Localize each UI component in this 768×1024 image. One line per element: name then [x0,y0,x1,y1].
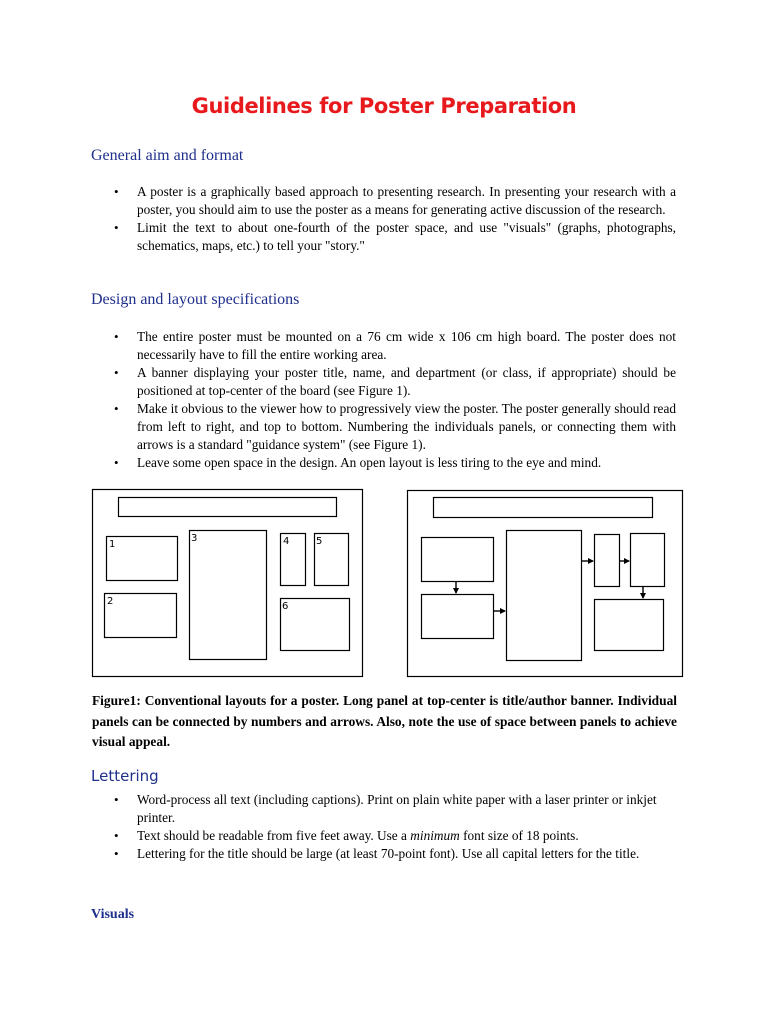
emphasis-text: minimum [410,828,460,843]
panel [631,534,665,587]
panel [595,600,664,651]
panel-number-4: 4 [283,536,290,547]
list-item: • A poster is a graphically based approach to presenting research. In presenting your research with a poster, you should aim to use the poster as a means for generating active discussion of the research. [109,183,676,219]
title-banner [434,498,653,518]
panel-2 [105,594,177,638]
panel [422,538,494,582]
panel [422,595,494,639]
figure-caption: Figure1: Conventional layouts for a poster. Long panel at top-center is title/author banner. Individual panels can be connected by numbers and arrows. Also, note the use of space between panels to achieve visual appeal. [92,693,677,749]
list-item: • Leave some open space in the design. An open layout is less tiring to the eye and mind. [109,454,676,472]
lettering-list [109,791,676,863]
list-item: • Make it obvious to the viewer how to progressively view the poster. The poster generally should read from left to right, and top to bottom. Numbering the individuals panels, or connecting them with arrows is a standard "guidance system" (see Figure 1). [109,400,676,454]
layout-numbered [93,490,363,677]
heading-design-layout: Design and layout specifications [91,291,300,308]
title-banner [119,498,337,517]
list-item: • A banner displaying your poster title, name, and department (or class, if appropriate) should be positioned at top-center of the board (see Figure 1). [109,364,676,400]
list-item: • The entire poster must be mounted on a 76 cm wide x 106 cm high board. The poster does not necessarily have to fill the entire working area. [109,328,676,364]
panel [595,535,620,587]
panel-number-2: 2 [107,596,114,607]
panel [507,531,582,661]
panel-number-3: 3 [191,533,198,544]
heading-lettering: Lettering [91,767,159,785]
text: Text should be readable from five feet away. Use a [137,828,411,843]
text: font size of 18 points. [459,828,579,843]
panel-1 [107,537,178,581]
panel-number-5: 5 [316,536,323,547]
layout-arrows [408,491,683,677]
heading-visuals: Visuals [91,907,135,922]
panel-3 [190,531,267,660]
list-item [109,827,676,845]
panel-number-6: 6 [282,601,289,612]
page-title: Guidelines for Poster Preparation [191,94,577,118]
panel-6 [281,599,350,651]
list-item: • Word-process all text (including captions). Print on plain white paper with a laser printer or inkjet printer. [109,791,676,827]
panel-number-1: 1 [109,539,116,550]
list-item: • Limit the text to about one-fourth of the poster space, and use "visuals" (graphs, photographs, schematics, maps, etc.) to tell your "story." [109,219,676,255]
list-item: • Lettering for the title should be large (at least 70-point font). Use all capital letters for the title. [109,845,676,863]
heading-general-aim: General aim and format [91,147,244,164]
